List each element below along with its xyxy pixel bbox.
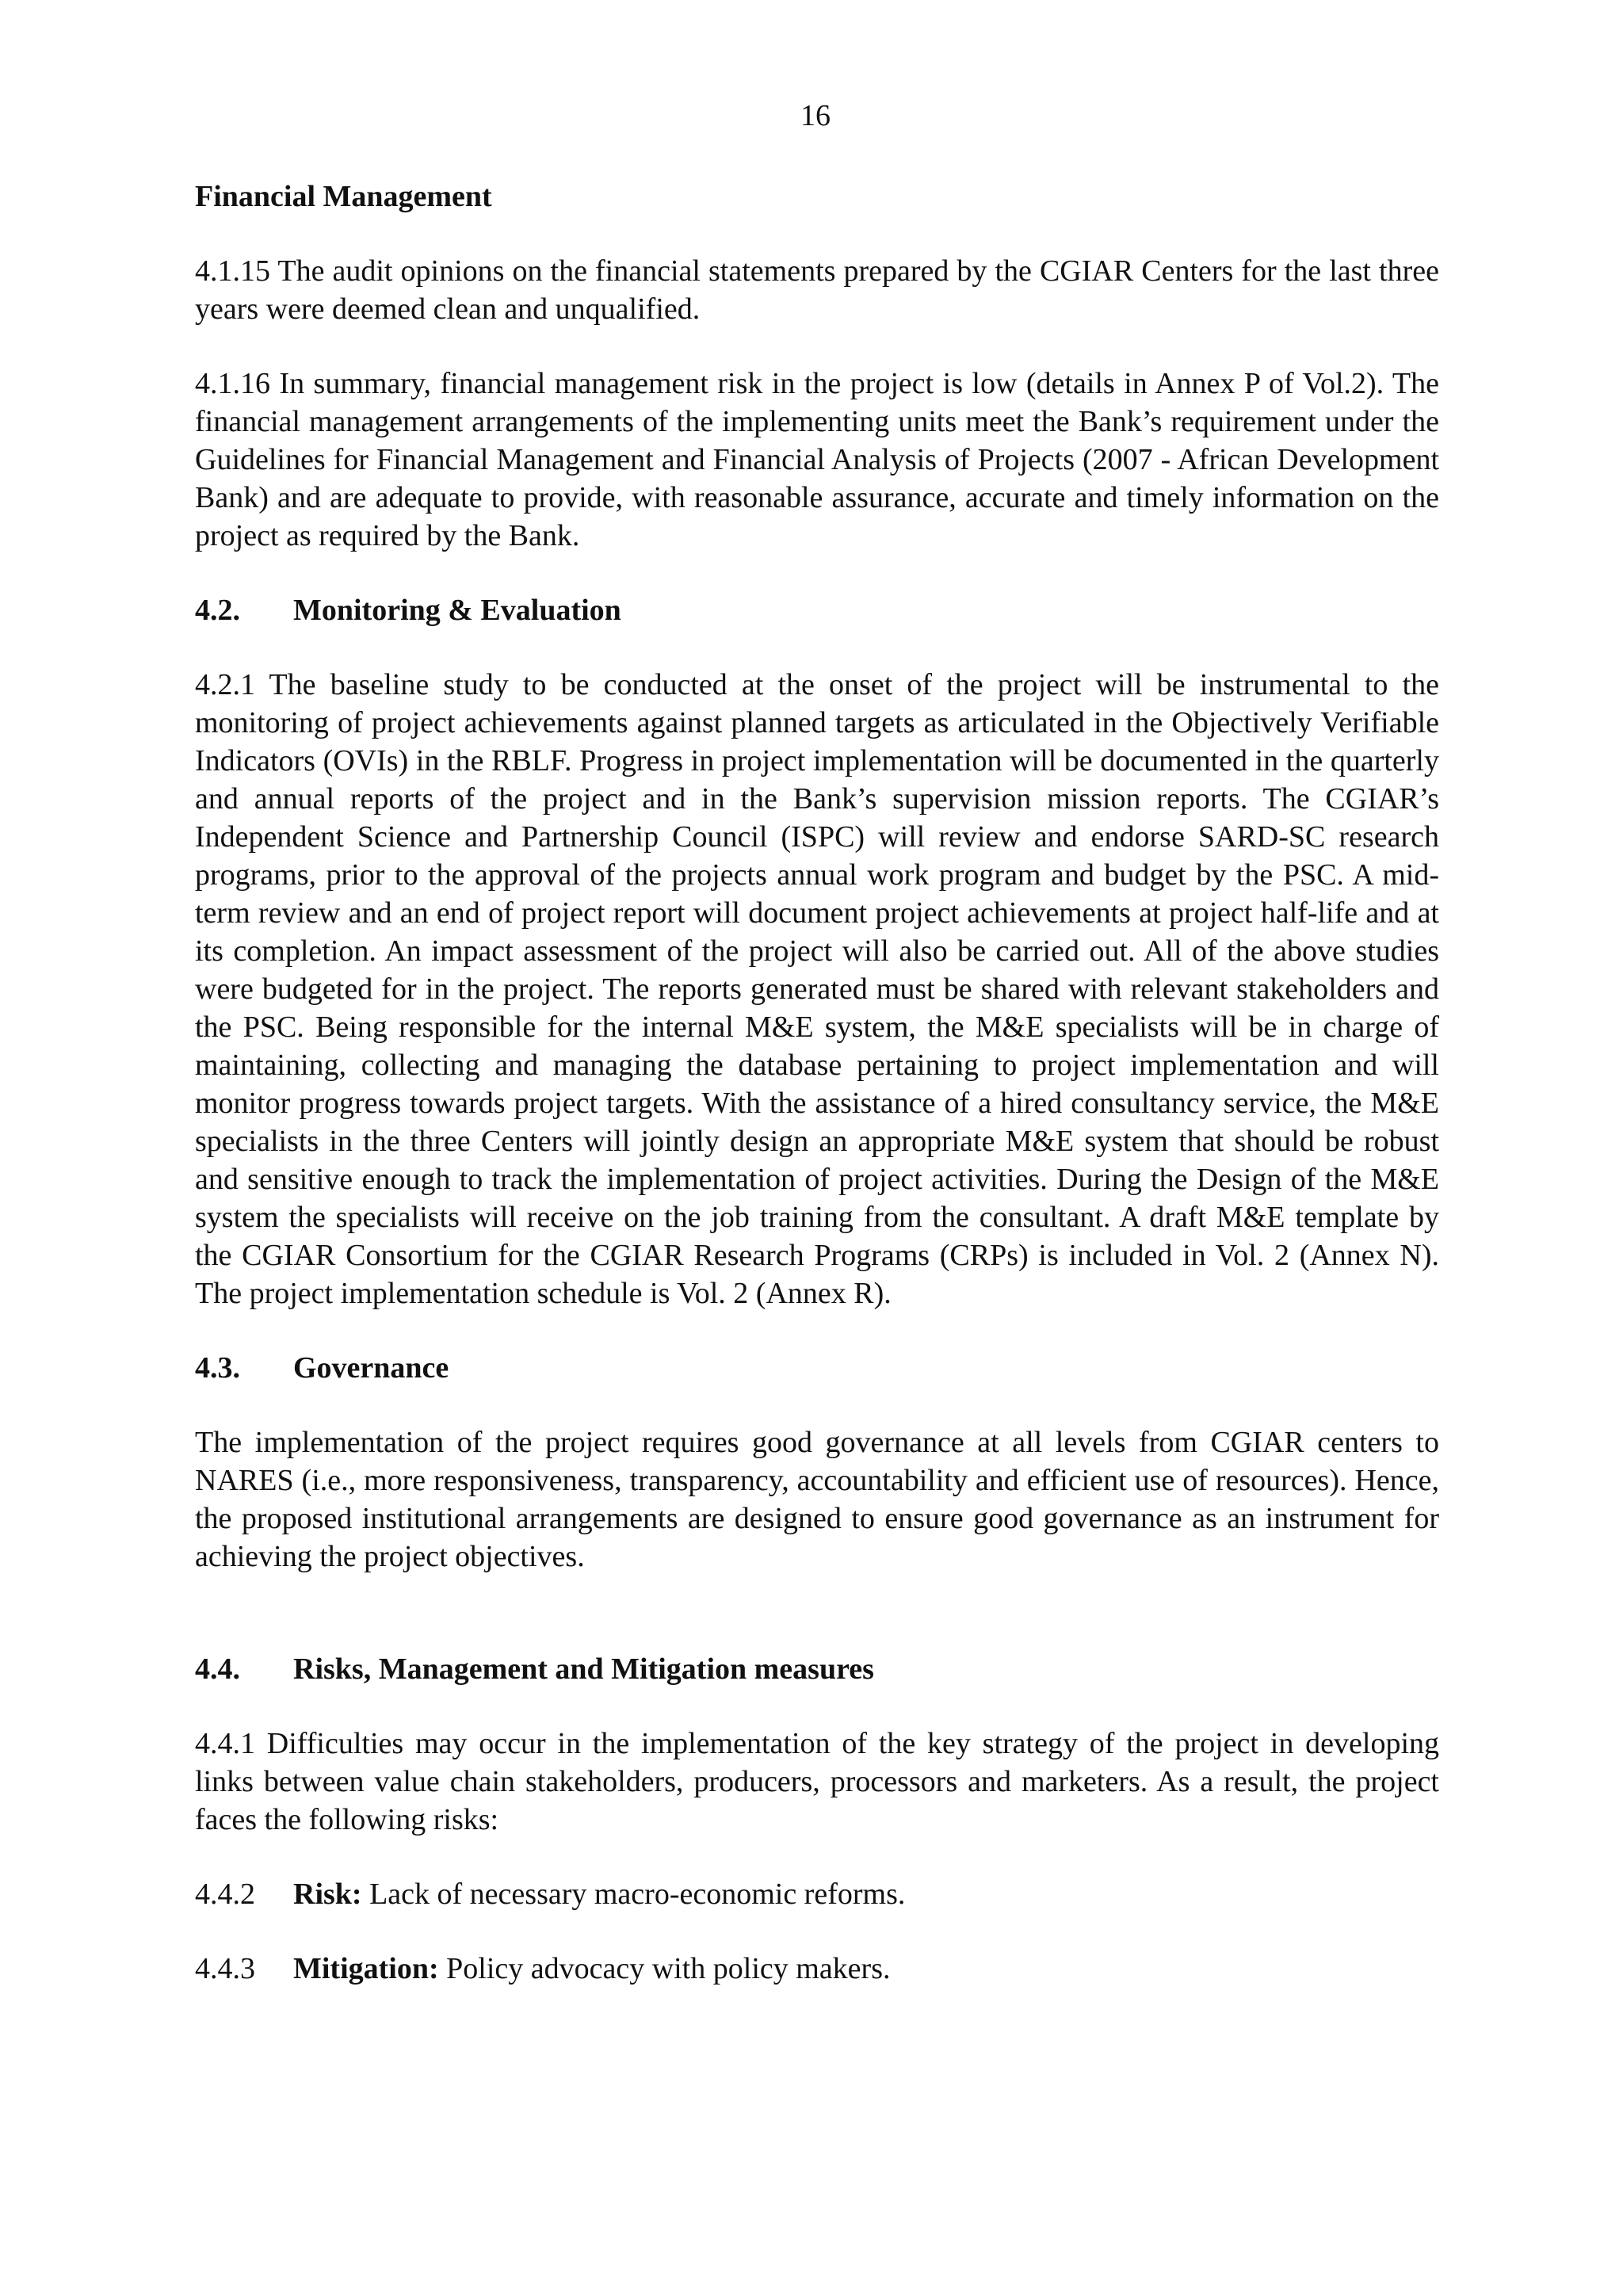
item-number: 4.4.2 (195, 1878, 255, 1911)
section-title: Monitoring & Evaluation (293, 594, 621, 627)
paragraph-governance: The implementation of the project requires good governance at all levels from CGIAR centers to NARES (i.e., more responsiveness, transparency, accountability and efficient use of resources). Hence, the proposed institutional arrangements are designed to ensure good governance as an instrument for achieving the project objectives. (195, 1426, 1439, 1573)
page-number: 16 (800, 99, 831, 132)
heading-financial-management: Financial Management (195, 180, 492, 213)
item-text: Lack of necessary macro-economic reforms. (361, 1878, 906, 1911)
heading-risks (195, 1650, 1439, 1688)
section-number: 4.3. (195, 1351, 240, 1385)
paragraph-4-1-16: 4.1.16 In summary, financial management risk in the project is low (details in Annex P of Vol.2). The financial management arrangements of the implementing units meet the Bank’s requirement under the Guidelines for Financial Management and Financial Analysis of Projects (2007 - African Development Bank) and are adequate to provide, with reasonable assurance, accurate and timely information on the project as required by the Bank. (195, 367, 1439, 552)
paragraph-4-4-1: 4.4.1 Difficulties may occur in the implementation of the key strategy of the project in developing links between value chain stakeholders, producers, processors and marketers. As a result, the project faces the following risks: (195, 1727, 1439, 1836)
heading-monitoring-evaluation (195, 591, 1439, 629)
document-page (195, 97, 1439, 2024)
item-label: Mitigation: (293, 1952, 439, 1985)
section-title: Risks, Management and Mitigation measures (293, 1652, 874, 1686)
paragraph-4-2-1: 4.2.1 The baseline study to be conducted at the onset of the project will be instrumental to the monitoring of project achievements against planned targets as articulated in the Objectively Verifiable Indicators (OVIs) in the RBLF. Progress in project implementation will be documented in the quarterly and annual reports of the project and in the Bank’s supervision mission reports. The CGIAR’s Independent Science and Partnership Council (ISPC) will review and endorse SARD-SC research programs, prior to the approval of the projects annual work program and budget by the PSC. A mid-term review and an end of project report will document project achievements at project half-life and at its completion. An impact assessment of the project will also be carried out. All of the above studies were budgeted for in the project. The reports generated must be shared with relevant stakeholders and the PSC. Being responsible for the internal M&E system, the M&E specialists will be in charge of maintaining, collecting and managing the database pertaining to project implementation and will monitor progress towards project targets. With the assistance of a hired consultancy service, the M&E specialists in the three Centers will jointly design an appropriate M&E system that should be robust and sensitive enough to track the implementation of project activities. During the Design of the M&E system the specialists will receive on the job training from the consultant. A draft M&E template by the CGIAR Consortium for the CGIAR Research Programs (CRPs) is included in Vol. 2 (Annex N). The project implementation schedule is Vol. 2 (Annex R). (195, 668, 1439, 1310)
item-4-4-2 (195, 1875, 1439, 1913)
item-4-4-3 (195, 1950, 1439, 1988)
paragraph-4-1-15: 4.1.15 The audit opinions on the financial statements prepared by the CGIAR Centers for the last three years were deemed clean and unqualified. (195, 254, 1439, 326)
section-title: Governance (293, 1351, 449, 1385)
item-text: Policy advocacy with policy makers. (438, 1952, 891, 1985)
heading-governance (195, 1349, 1439, 1387)
section-number: 4.4. (195, 1652, 240, 1686)
item-label: Risk: (293, 1878, 362, 1911)
item-number: 4.4.3 (195, 1952, 255, 1985)
section-number: 4.2. (195, 594, 240, 627)
